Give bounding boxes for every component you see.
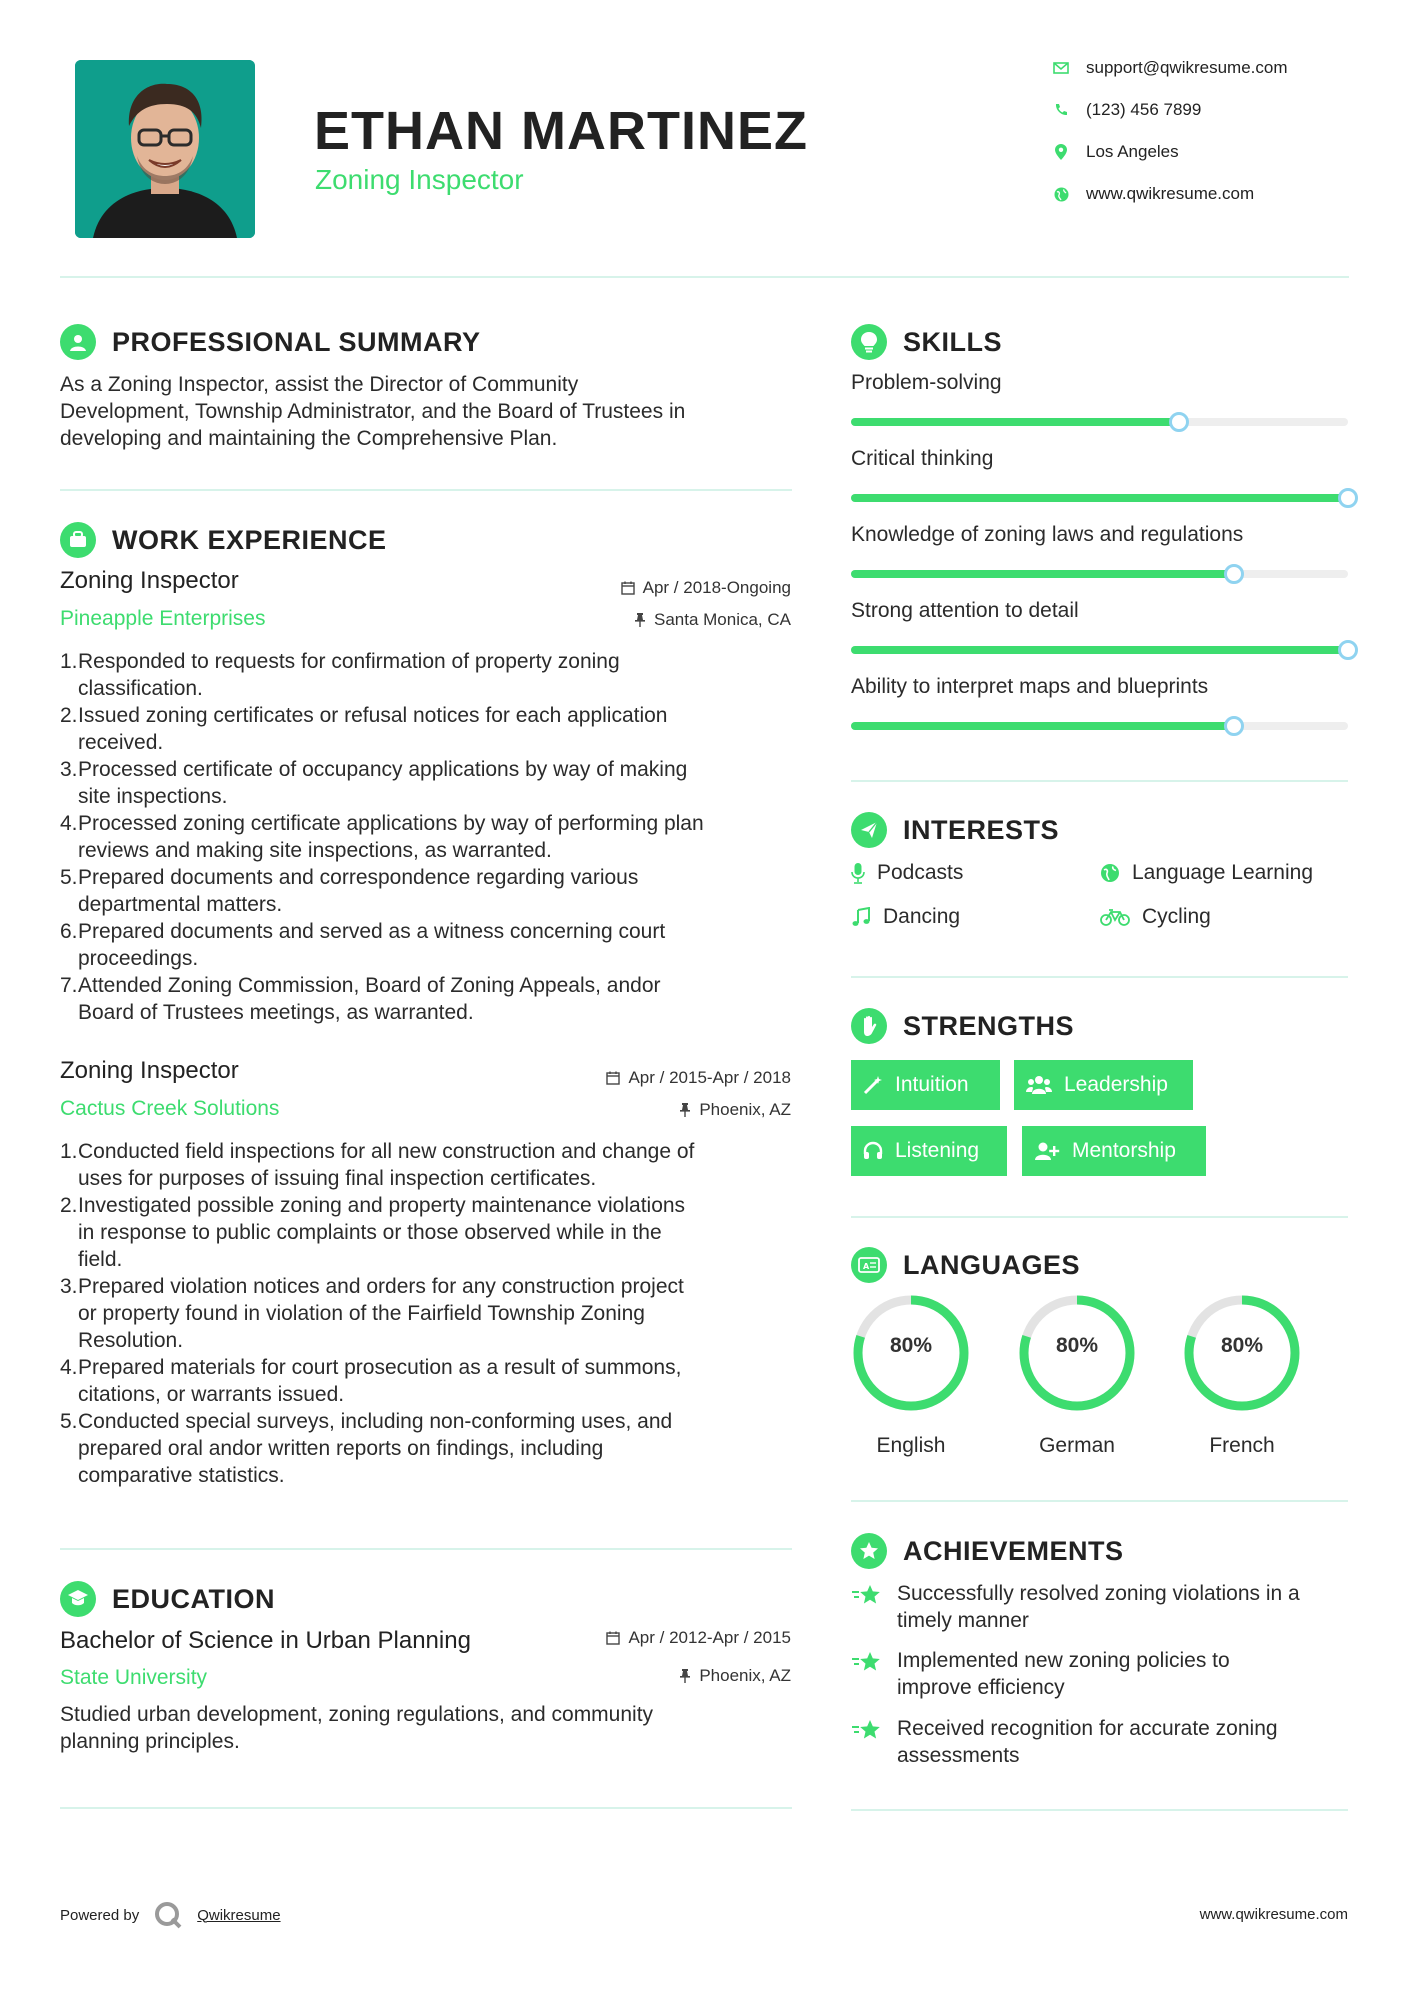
job-2-company: Cactus Creek Solutions <box>60 1097 280 1120</box>
job-1-location-text: Santa Monica, CA <box>653 610 791 629</box>
language-name: French <box>1209 1434 1275 1457</box>
contact-email[interactable] <box>1052 58 1288 78</box>
interest-dancing-label: Dancing <box>883 905 961 928</box>
job-1-date-text: Apr / 2018-Ongoing <box>642 578 791 597</box>
globe-icon <box>1052 185 1070 203</box>
skills-heading <box>851 324 1002 360</box>
achievements-heading <box>851 1533 1124 1569</box>
interest-cycling <box>1100 905 1211 929</box>
candidate-name: ETHAN MARTINEZ <box>314 101 808 161</box>
languages-heading <box>851 1247 1080 1283</box>
magic-wand-icon <box>863 1075 883 1095</box>
education-divider <box>60 1807 792 1809</box>
skill-bar-fill <box>851 570 1234 578</box>
contact-location-text: Los Angeles <box>1086 142 1179 161</box>
job-1-title: Zoning Inspector <box>60 567 239 594</box>
skill-bar-knob <box>1338 488 1358 508</box>
interests-divider <box>851 976 1348 978</box>
work-title: WORK EXPERIENCE <box>112 524 387 555</box>
education-date-text: Apr / 2012-Apr / 2015 <box>628 1628 791 1647</box>
education-location-text: Phoenix, AZ <box>699 1666 791 1685</box>
job-1-duties <box>60 648 800 1026</box>
location-pin-icon <box>1052 143 1070 161</box>
svg-text:A: A <box>863 1262 870 1271</box>
skill-bar-knob <box>1224 716 1244 736</box>
achievement-line: Successfully resolved zoning violations in a <box>897 1582 1300 1605</box>
list-item: 5. Prepared documents and correspondence regarding various departmental matters. <box>60 866 639 916</box>
list-item: 2. Issued zoning certificates or refusal notices for each application received. <box>60 704 668 754</box>
calendar-icon <box>621 581 635 595</box>
pushpin-icon <box>634 613 646 627</box>
skill-bar-track <box>851 722 1348 730</box>
skill-label: Ability to interpret maps and blueprints <box>851 675 1209 698</box>
skill-bar-knob <box>1224 564 1244 584</box>
language-percent: 80% <box>889 1334 933 1357</box>
pushpin-icon <box>679 1103 691 1117</box>
language-percent: 80% <box>1055 1334 1099 1357</box>
globe-icon <box>1100 863 1120 883</box>
education-title: EDUCATION <box>112 1583 275 1614</box>
users-icon <box>1026 1075 1052 1095</box>
calendar-icon <box>606 1071 620 1085</box>
music-note-icon <box>851 907 871 927</box>
education-date <box>606 1628 791 1648</box>
education-line: Studied urban development, zoning regulations, and community <box>60 1703 654 1726</box>
skill-bar-knob <box>1169 412 1189 432</box>
skills-title: SKILLS <box>903 326 1003 357</box>
language-percent: 80% <box>1220 1334 1264 1357</box>
languages-divider <box>851 1500 1348 1502</box>
list-item: 4. Prepared materials for court prosecution as a result of summons, citations, or warrants issued. <box>60 1356 682 1406</box>
job-2-title: Zoning Inspector <box>60 1057 239 1084</box>
summary-line: As a Zoning Inspector, assist the Director of Community <box>60 373 579 396</box>
powered-by-text: Powered by <box>60 1906 140 1924</box>
achievement-item <box>851 1580 1351 1634</box>
skills-divider <box>851 780 1348 782</box>
star-icon <box>851 1580 883 1634</box>
achievements-title: ACHIEVEMENTS <box>903 1535 1124 1566</box>
list-item: 1. Conducted field inspections for all new construction and change of uses for purposes of issuing final inspection certificates. <box>60 1140 695 1190</box>
achievement-line: timely manner <box>897 1609 1029 1632</box>
summary-text <box>60 371 820 452</box>
skill-label: Strong attention to detail <box>851 599 1079 622</box>
skill-bar-knob <box>1338 640 1358 660</box>
achievement-line: assessments <box>897 1744 1020 1767</box>
contact-phone[interactable] <box>1052 100 1201 120</box>
avatar-illustration <box>75 60 255 238</box>
contact-phone-text: (123) 456 7899 <box>1086 100 1202 119</box>
job-2-location <box>679 1100 791 1120</box>
contact-email-text: support@qwikresume.com <box>1086 58 1288 77</box>
education-description <box>60 1701 820 1755</box>
interests-heading <box>851 812 1059 848</box>
education-heading <box>60 1581 275 1617</box>
list-item: 7. Attended Zoning Commission, Board of Zoning Appeals, andor Board of Trustees meetings, as warranted. <box>60 974 661 1024</box>
summary-divider <box>60 489 792 491</box>
profile-photo <box>75 60 255 238</box>
list-item: 6. Prepared documents and served as a witness concerning court proceedings. <box>60 920 666 970</box>
strength-mentorship <box>1022 1126 1206 1176</box>
job-1-location <box>634 610 791 630</box>
interests-title: INTERESTS <box>903 814 1060 845</box>
interest-dancing <box>851 905 960 929</box>
summary-title: PROFESSIONAL SUMMARY <box>112 326 481 357</box>
bicycle-icon <box>1100 908 1130 926</box>
language-item <box>1012 1288 1142 1458</box>
language-name: German <box>1039 1434 1115 1457</box>
job-1-date <box>621 578 791 598</box>
strengths-heading <box>851 1008 1074 1044</box>
education-line: planning principles. <box>60 1730 240 1753</box>
envelope-icon <box>1052 59 1070 77</box>
interest-cycling-label: Cycling <box>1142 905 1211 928</box>
strengths-divider <box>851 1216 1348 1218</box>
work-divider <box>60 1548 792 1550</box>
list-item: 3. Processed certificate of occupancy applications by way of making site inspections. <box>60 758 688 808</box>
list-item: 4. Processed zoning certificate applications by way of performing plan reviews and making site inspections, as warranted. <box>60 812 704 862</box>
skill-bar-track <box>851 570 1348 578</box>
calendar-icon <box>606 1631 620 1645</box>
skill-label: Problem-solving <box>851 371 1002 394</box>
interest-language-learning-label: Language Learning <box>1132 861 1314 884</box>
achievements-divider <box>851 1809 1348 1811</box>
header-divider <box>60 276 1349 278</box>
headphones-icon <box>863 1141 883 1161</box>
footer-url[interactable]: www.qwikresume.com <box>1199 1906 1348 1923</box>
phone-icon <box>1052 101 1070 119</box>
language-item <box>1177 1288 1307 1458</box>
list-item: 3. Prepared violation notices and orders for any construction project or property found in violation of the Fairfield Township Zoning Resolution. <box>60 1275 684 1352</box>
summary-heading <box>60 324 481 360</box>
strength-mentorship-label: Mentorship <box>1072 1139 1176 1162</box>
achievement-item <box>851 1715 1351 1769</box>
work-heading <box>60 522 387 558</box>
briefcase-icon <box>60 522 96 558</box>
graduate-icon <box>60 1581 96 1617</box>
user-icon <box>60 324 96 360</box>
skill-label: Critical thinking <box>851 447 994 470</box>
lightbulb-icon <box>851 324 887 360</box>
contact-location <box>1052 142 1179 162</box>
skill-bar-track <box>851 646 1348 654</box>
achievement-item <box>851 1647 1351 1701</box>
skill-bar-track <box>851 494 1348 502</box>
achievement-line: Received recognition for accurate zoning <box>897 1717 1278 1740</box>
strength-leadership <box>1014 1060 1193 1110</box>
raised-hand-icon <box>851 1008 887 1044</box>
skill-bar-fill <box>851 722 1234 730</box>
list-item: 2. Investigated possible zoning and property maintenance violations in response to public complaints or those observed while in the field. <box>60 1194 686 1271</box>
skill-bar-fill <box>851 494 1348 502</box>
achievement-line: improve efficiency <box>897 1676 1065 1699</box>
education-school: State University <box>60 1666 208 1689</box>
skill-label: Knowledge of zoning laws and regulations <box>851 523 1244 546</box>
strength-listening-label: Listening <box>895 1139 980 1162</box>
job-1-company: Pineapple Enterprises <box>60 607 266 630</box>
education-location <box>679 1666 791 1686</box>
paper-plane-icon <box>851 812 887 848</box>
strength-intuition <box>851 1060 1000 1110</box>
strength-listening <box>851 1126 1007 1176</box>
list-item: 5. Conducted special surveys, including non-conforming uses, and prepared oral andor written reports on findings, including comparative statistics. <box>60 1410 673 1487</box>
language-item <box>846 1288 976 1458</box>
interest-language-learning <box>1100 861 1313 885</box>
star-icon <box>851 1647 883 1701</box>
job-2-date <box>606 1068 791 1088</box>
list-item: 1. Responded to requests for confirmation of property zoning classification. <box>60 650 620 700</box>
summary-line: developing and maintaining the Comprehensive Plan. <box>60 427 558 450</box>
job-2-duties <box>60 1138 800 1489</box>
user-plus-icon <box>1034 1141 1060 1161</box>
job-2-date-text: Apr / 2015-Apr / 2018 <box>628 1068 791 1087</box>
summary-line: Development, Township Administrator, and the Board of Trustees in <box>60 400 686 423</box>
job-2-location-text: Phoenix, AZ <box>699 1100 791 1119</box>
skill-bar-fill <box>851 646 1348 654</box>
skill-bar-fill <box>851 418 1179 426</box>
pushpin-icon <box>679 1669 691 1683</box>
award-icon <box>851 1533 887 1569</box>
strengths-title: STRENGTHS <box>903 1010 1075 1041</box>
language-name: English <box>876 1434 946 1457</box>
education-degree: Bachelor of Science in Urban Planning <box>60 1627 471 1654</box>
contact-website[interactable] <box>1052 184 1254 204</box>
microphone-icon <box>851 862 865 884</box>
qwikresume-link[interactable]: Qwikresume <box>197 1906 281 1924</box>
footer-powered-by <box>60 1900 281 1930</box>
qwikresume-logo-icon <box>153 1900 183 1930</box>
strength-leadership-label: Leadership <box>1064 1073 1168 1096</box>
interest-podcasts-label: Podcasts <box>877 861 964 884</box>
achievement-line: Implemented new zoning policies to <box>897 1649 1230 1672</box>
star-icon <box>851 1715 883 1769</box>
strength-intuition-label: Intuition <box>895 1073 969 1096</box>
language-card-icon <box>851 1247 887 1283</box>
interest-podcasts <box>851 861 963 885</box>
candidate-title: Zoning Inspector <box>315 164 524 195</box>
skill-bar-track <box>851 418 1348 426</box>
languages-title: LANGUAGES <box>903 1249 1081 1280</box>
contact-website-text: www.qwikresume.com <box>1086 184 1255 203</box>
